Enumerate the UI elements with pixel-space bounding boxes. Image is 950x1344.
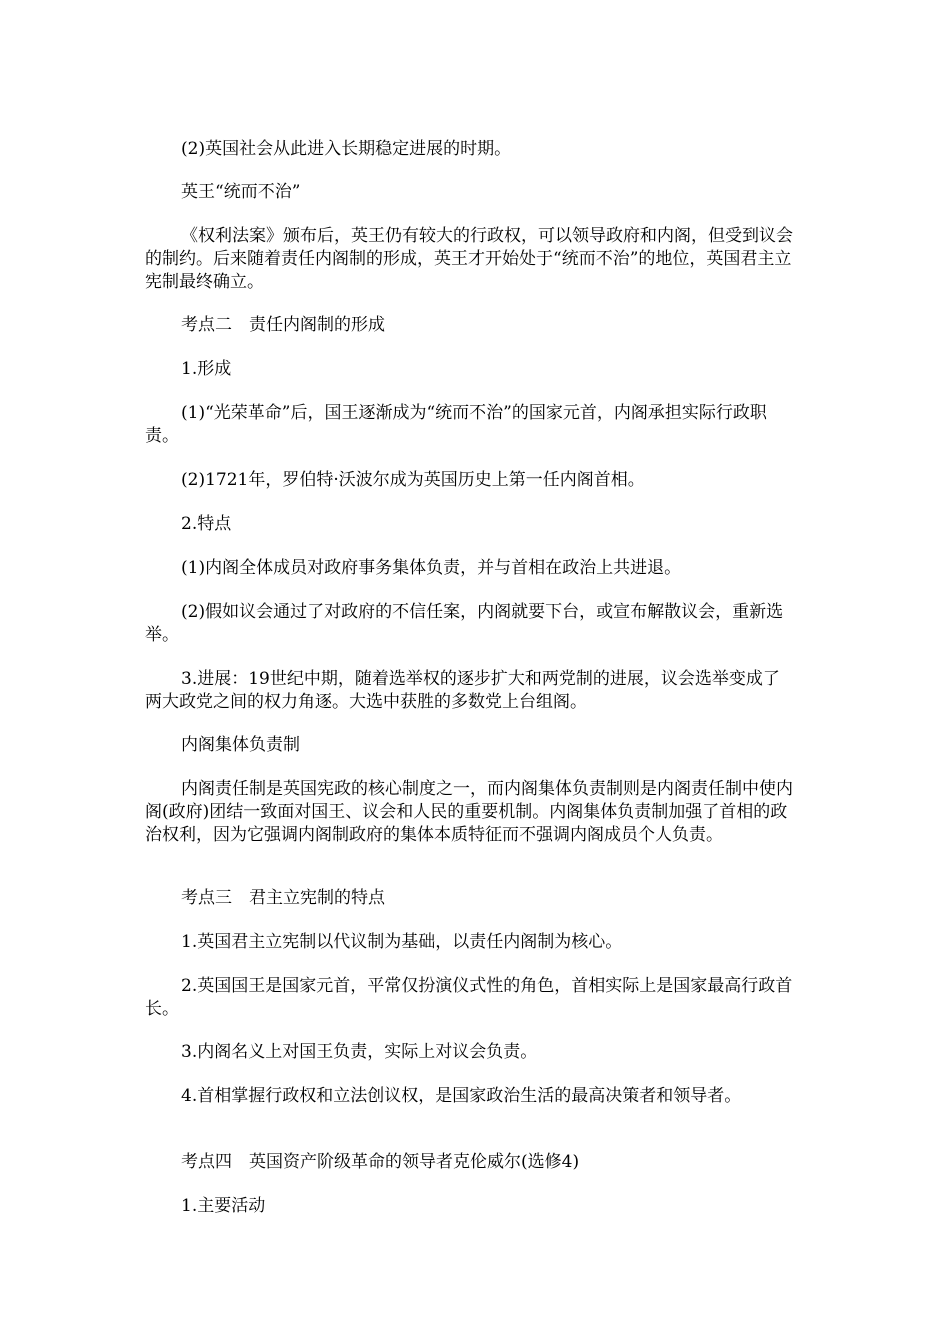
paragraph-representative-system: 1.英国君主立宪制以代议制为基础，以责任内阁制为核心。 (181, 932, 623, 952)
paragraph-glorious-revolution: (1)“光荣革命”后，国王逐渐成为“统而不治”的国家元首，内阁承担实际行政职责。 (145, 403, 767, 446)
paragraph-bill-of-rights: 《权利法案》颁布后，英王仍有较大的行政权，可以领导政府和内阁，但受到议会的制约。后来随着责任内阁制的形成，英王才开始处于“统而不治”的地位，英国君主立宪制最终确立。 (145, 226, 793, 292)
paragraph-no-confidence: (2)假如议会通过了对政府的不信任案，内阁就要下台，或宣布解散议会，重新选举。 (145, 602, 784, 645)
paragraph-prime-minister-powers: 4.首相掌握行政权和立法创议权，是国家政治生活的最高决策者和领导者。 (181, 1086, 742, 1106)
paragraph-cabinet-responsible: 3.内阁名义上对国王负责，实际上对议会负责。 (181, 1042, 538, 1062)
heading-point-four: 考点四 英国资产阶级革命的领导者克伦威尔(选修4) (181, 1152, 580, 1172)
heading-formation: 1.形成 (181, 359, 232, 379)
paragraph-collective-responsibility: (1)内阁全体成员对政府事务集体负责，并与首相在政治上共进退。 (181, 558, 682, 578)
heading-cabinet-collective: 内阁集体负责制 (181, 735, 300, 755)
heading-features: 2.特点 (181, 514, 232, 534)
paragraph-cabinet-core-system: 内阁责任制是英国宪政的核心制度之一，而内阁集体负责制则是内阁责任制中使内阁(政府)团结一致面对国王、议会和人民的重要机制。内阁集体负责制加强了首相的政治权利，因为它强调内阁制政府的集体本质特征而不强调内阁成员个人负责。 (145, 779, 793, 845)
heading-point-three: 考点三 君主立宪制的特点 (181, 888, 385, 908)
paragraph-development: 3.进展：19世纪中期，随着选举权的逐步扩大和两党制的进展，议会选举变成了两大政党之间的权力角逐。大选中获胜的多数党上台组阁。 (145, 669, 780, 712)
paragraph-king-head-of-state: 2.英国国王是国家元首，平常仅扮演仪式性的角色，首相实际上是国家最高行政首长。 (145, 976, 793, 1019)
heading-point-two: 考点二 责任内阁制的形成 (181, 315, 385, 335)
paragraph-society-stable: (2)英国社会从此进入长期稳定进展的时期。 (181, 139, 512, 159)
heading-main-activities: 1.主要活动 (181, 1196, 266, 1216)
paragraph-walpole: (2)1721年，罗伯特·沃波尔成为英国历史上第一任内阁首相。 (181, 470, 645, 490)
heading-reign-not-rule: 英王“统而不治” (181, 182, 301, 202)
